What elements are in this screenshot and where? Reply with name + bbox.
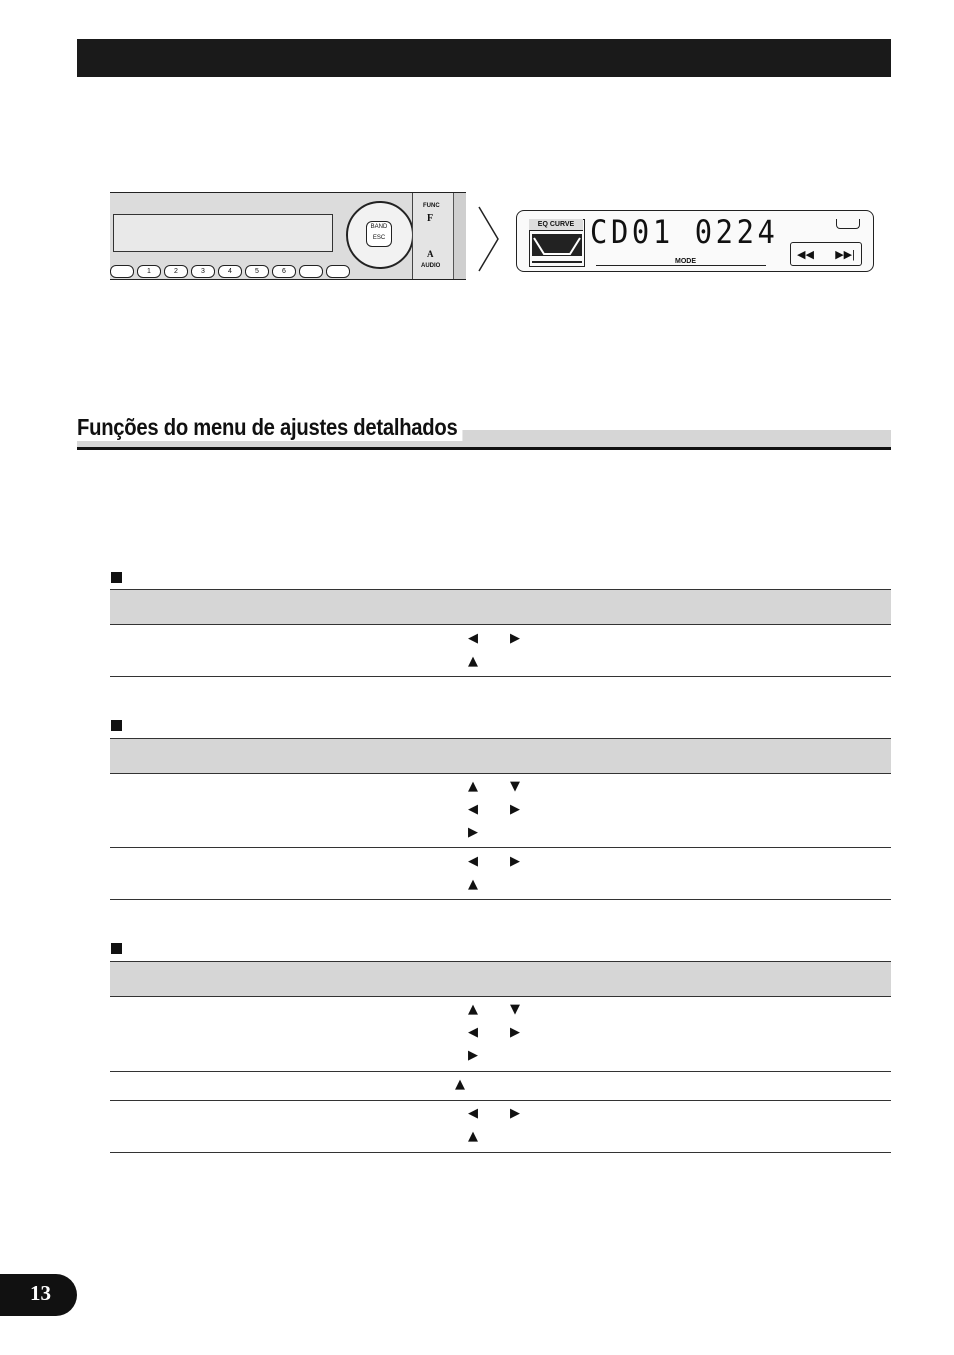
track-skip-indicator	[790, 242, 862, 266]
preset-button: 2	[164, 265, 188, 278]
lcd-indicator	[836, 219, 860, 229]
arrow-up-icon: ▲	[468, 779, 478, 794]
table-bottom-rule	[110, 1152, 891, 1153]
unit-display-window	[113, 214, 333, 252]
table-row-rule	[110, 1071, 891, 1072]
arrow-left-icon: ◀	[468, 1025, 478, 1040]
table-marker	[111, 720, 122, 731]
mode-label: MODE	[672, 258, 699, 265]
arrow-right-icon: ▶	[510, 854, 520, 869]
preset-button	[326, 265, 350, 278]
arrow-right-icon: ▶	[510, 802, 520, 817]
table-marker	[111, 572, 122, 583]
track-prev-icon: ◀◀	[797, 248, 814, 261]
arrow-down-icon: ▼	[510, 1002, 520, 1017]
table-row-rule	[110, 1100, 891, 1101]
preset-button	[299, 265, 323, 278]
preset-button	[110, 265, 134, 278]
arrow-left-icon: ◀	[468, 802, 478, 817]
section-title: Funções do menu de ajustes detalhados	[77, 414, 463, 441]
preset-button: 5	[245, 265, 269, 278]
func-label: FUNC	[423, 203, 440, 209]
table-marker	[111, 943, 122, 954]
arrow-up-icon: ▲	[468, 654, 478, 669]
arrow-up-icon: ▲	[468, 1129, 478, 1144]
track-next-icon: ▶▶|	[835, 248, 855, 261]
head-unit-illustration	[110, 192, 466, 280]
lcd-main-text: CD01 0224	[590, 213, 779, 251]
preset-button: 6	[272, 265, 296, 278]
arrow-right-icon: ▶	[510, 631, 520, 646]
band-esc-button: BAND ESC	[366, 221, 392, 247]
arrow-left-icon: ◀	[468, 631, 478, 646]
f-label: F	[427, 213, 434, 224]
unit-side-panel	[412, 193, 453, 279]
arrow-right-icon: ▶	[468, 1048, 478, 1063]
table-header	[110, 738, 891, 774]
table-header	[110, 961, 891, 997]
arrow-left-icon: ◀	[468, 1106, 478, 1121]
preset-button: 3	[191, 265, 215, 278]
arrow-down-icon: ▼	[510, 779, 520, 794]
preset-button: 1	[137, 265, 161, 278]
arrow-up-icon: ▲	[468, 877, 478, 892]
arrow-right-icon: ▶	[468, 825, 478, 840]
table-header	[110, 589, 891, 625]
arrow-right-icon: ▶	[510, 1025, 520, 1040]
audio-label: AUDIO	[421, 263, 441, 269]
page-number: 13	[30, 1281, 51, 1305]
a-label: A	[427, 249, 434, 259]
arrow-up-icon: ▲	[468, 1002, 478, 1017]
preset-button: 4	[218, 265, 242, 278]
arrow-up-icon: ▲	[455, 1077, 465, 1092]
table-row-rule	[110, 847, 891, 848]
header-bar	[77, 39, 891, 77]
arrow-right-icon: ▶	[510, 1106, 520, 1121]
unit-edge	[453, 193, 466, 279]
preset-buttons	[110, 265, 370, 279]
section-heading-rule	[77, 447, 891, 450]
chevron-right-icon	[476, 205, 502, 273]
arrow-left-icon: ◀	[468, 854, 478, 869]
eq-curve-label: EQ CURVE	[529, 219, 583, 231]
table-bottom-rule	[110, 899, 891, 900]
table-bottom-rule	[110, 676, 891, 677]
